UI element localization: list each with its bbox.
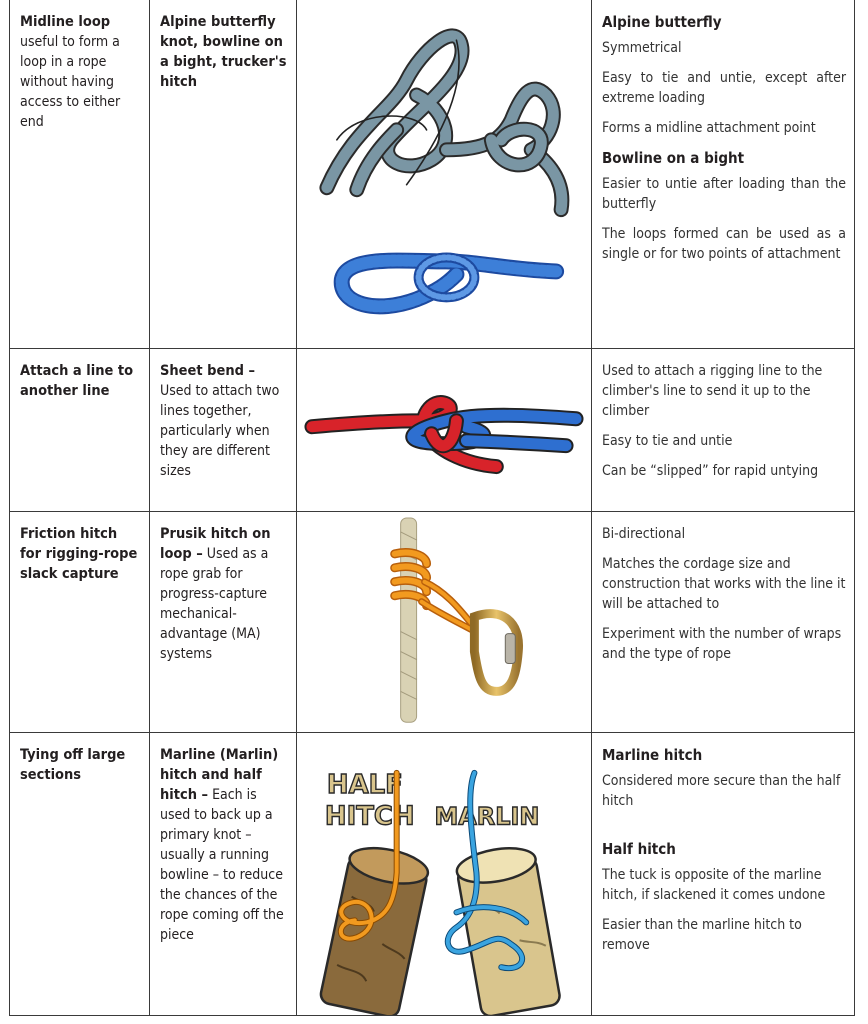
half-hitch-label: HALF xyxy=(326,769,403,800)
table-row xyxy=(10,0,855,348)
notes-cell xyxy=(592,0,855,348)
image-cell xyxy=(297,348,592,511)
knot-cell xyxy=(150,348,297,511)
knot-name: Marline (Marlin) hitch and half hitch – xyxy=(160,747,279,804)
knot-name: Sheet bend – xyxy=(160,362,256,379)
knot-name: Alpine butterfly knot, bowline on a bight, trucker's hitch xyxy=(160,14,287,90)
note: The loops formed can be used as a single or for two points of attachment xyxy=(602,226,846,262)
notes-heading: Alpine butterfly xyxy=(602,13,722,31)
notes-heading: Half hitch xyxy=(602,840,676,859)
half-hitch-label: HITCH xyxy=(324,801,415,832)
table-row xyxy=(10,348,855,511)
knot-cell xyxy=(150,733,297,1016)
notes-heading: Marline hitch xyxy=(602,746,703,765)
notes-cell xyxy=(592,733,855,1016)
image-cell xyxy=(297,511,592,732)
knot-name: Prusik hitch on loop – xyxy=(160,525,271,562)
table-row xyxy=(10,511,855,732)
notes-cell xyxy=(592,348,855,511)
purpose-cell xyxy=(10,348,150,511)
knot-cell xyxy=(150,511,297,732)
note: Experiment with the number of wraps and the type of rope xyxy=(602,625,842,662)
note: Symmetrical xyxy=(602,40,682,56)
purpose-title: Tying off large sections xyxy=(20,747,126,784)
notes-heading: Bowline on a bight xyxy=(602,149,745,167)
purpose-title: Attach a line to another line xyxy=(20,362,134,399)
note: The tuck is opposite of the marline hitch, if slackened it comes undone xyxy=(602,867,826,904)
alpine-butterfly-and-bowline-illustration xyxy=(297,0,591,348)
purpose-cell xyxy=(10,511,150,732)
note: Easier to untie after loading than the butterfly xyxy=(602,176,846,212)
note: Easy to tie and untie xyxy=(602,432,733,449)
note: Matches the cordage size and construction that works with the line it will be attached to xyxy=(602,555,846,612)
purpose-cell xyxy=(10,733,150,1016)
purpose-title: Friction hitch for rigging-rope slack capture xyxy=(20,525,138,582)
image-cell xyxy=(297,0,592,348)
note: Bi-directional xyxy=(602,525,686,542)
knot-desc: Used to attach two lines together, particularly when they are different sizes xyxy=(160,382,280,479)
knots-table xyxy=(9,0,855,1016)
table-row xyxy=(10,733,855,1016)
half-hitch-marlin-log-illustration xyxy=(297,733,591,1015)
note: Considered more secure than the half hitch xyxy=(602,773,841,810)
notes-cell xyxy=(592,511,855,732)
note: Easy to tie and untie, except after extreme loading xyxy=(602,70,846,106)
marlin-label: MARLIN xyxy=(434,802,540,831)
image-cell xyxy=(297,733,592,1016)
knot-cell xyxy=(150,0,297,348)
knot-desc: Each is used to back up a primary knot – usually a running bowline – to reduce the chances of the rope coming off the piece xyxy=(160,787,284,944)
note: Easier than the marline hitch to remove xyxy=(602,917,802,954)
note: Can be “slipped” for rapid untying xyxy=(602,462,819,479)
purpose-cell xyxy=(10,0,150,348)
note: Used to attach a rigging line to the climber's line to send it up to the climber xyxy=(602,362,823,419)
purpose-desc: useful to form a loop in a rope without having access to either end xyxy=(20,34,121,130)
purpose-title: Midline loop xyxy=(20,14,111,30)
knot-desc: Used as a rope grab for progress-capture mechanical-advantage (MA) systems xyxy=(160,545,269,662)
prusik-carabiner-photo xyxy=(297,512,591,732)
sheet-bend-illustration xyxy=(297,349,591,511)
note: Forms a midline attachment point xyxy=(602,120,816,136)
